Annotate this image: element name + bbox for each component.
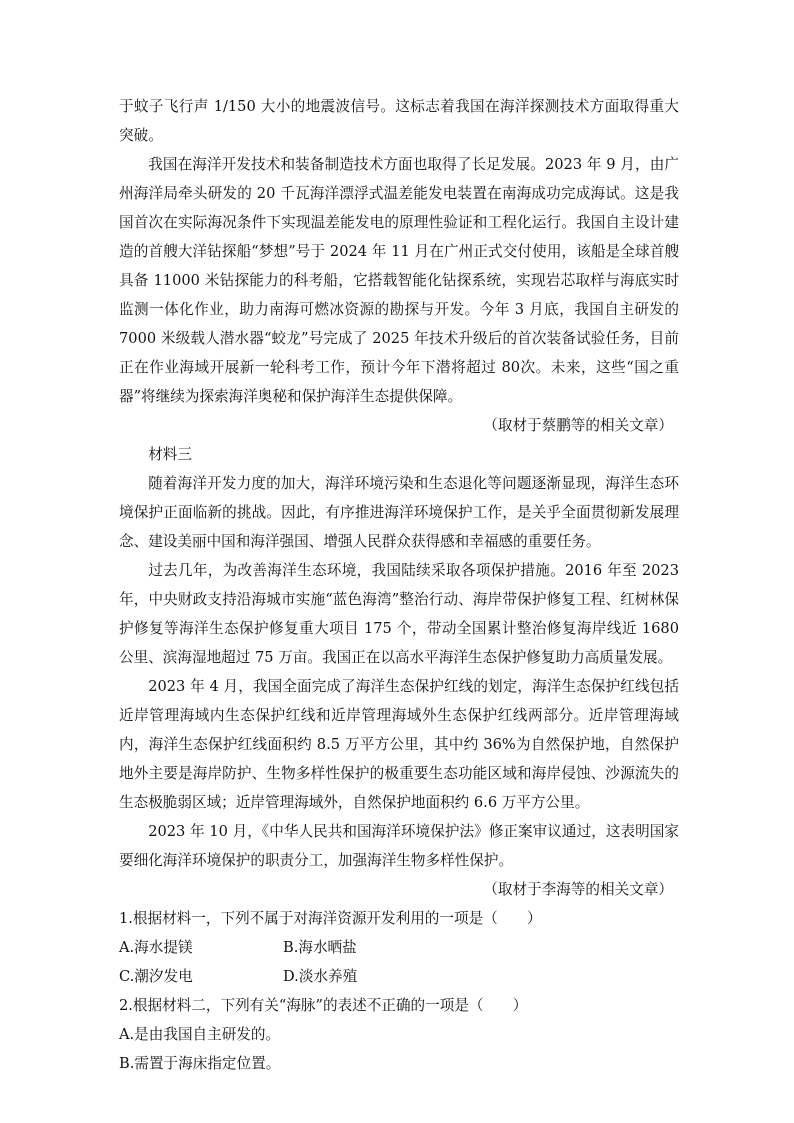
question-1-option-a: A.海水提镁: [119, 939, 193, 956]
source-citation-1: （取材于蔡鹏等的相关文章）: [483, 417, 673, 434]
question-1-option-d: D.淡水养殖: [283, 968, 358, 985]
question-1-option-b: B.海水晒盐: [283, 939, 357, 956]
question-2-option-b: B.需置于海床指定位置。: [119, 1055, 281, 1072]
paragraph-ocean-tech: 我国在海洋开发技术和装备制造技术方面也取得了长足发展。2023 年 9 月，由广州海洋局牵头研发的 20 千瓦海洋漂浮式温差能发电装置在南海成功完成海试。这是我国首次在实际海况条件下实现温差能发电的原理性验证和工程化运行。我国自主设计建造的首艘大洋钻探船“梦想”号于 2024 年 11 月在广州正式交付使用，该船是全球首艘具备 11000 米钻探能力的科考船，它搭载智能化钻探系统，实现岩芯取样与海底实时监测一体化作业，助力南海可燃冰资源的勘探与开发。今年 3 月底，我国自主研发的 7000 米级载人潜水器“蛟龙”号完成了 2025 年技术升级后的首次装备试验任务，目前正在作业海域开展新一轮科考工作，预计今年下潜将超过 80次。未来，这些“国之重器”将继续为探索海洋奥秘和保护海洋生态提供保障。: [119, 156, 679, 405]
question-2: 2.根据材料二，下列有关“海脉”的表述不正确的一项是（ ）: [119, 997, 528, 1014]
paragraph-law-revision: 2023 年 10 月，《中华人民共和国海洋环境保护法》修正案审议通过，这表明国家要细化海洋环境保护的职责分工，加强海洋生物多样性保护。: [119, 823, 679, 869]
paragraph-protection-challenge: 随着海洋开发力度的加大，海洋环境污染和生态退化等问题逐渐显现，海洋生态环境保护正面临新的挑战。因此，有序推进海洋环境保护工作，是关乎全面贯彻新发展理念、建设美丽中国和海洋强国、增强人民群众获得感和幸福感的重要任务。: [119, 475, 679, 550]
question-1: 1.根据材料一，下列不属于对海洋资源开发利用的一项是（ ）: [119, 910, 542, 927]
paragraph-protection-measures: 过去几年，为改善海洋生态环境，我国陆续采取各项保护措施。2016 年至 2023 年，中央财政支持沿海城市实施“蓝色海湾”整治行动、海岸带保护修复工程、红树林保护修复等海洋生态保护修复重大项目 175 个，带动全国累计整治修复海岸线近 1680 公里、滨海湿地超过 75 万亩。我国正在以高水平海洋生态保护修复助力高质量发展。: [119, 562, 679, 666]
material-three-heading: 材料三: [148, 446, 192, 463]
source-citation-2: （取材于李海等的相关文章）: [483, 881, 673, 898]
paragraph-red-line: 2023 年 4 月，我国全面完成了海洋生态保护红线的划定，海洋生态保护红线包括近岸管理海域内生态保护红线和近岸管理海域外生态保护红线两部分。近岸管理海域内，海洋生态保护红线面积约 8.5 万平方公里，其中约 36%为自然保护地，自然保护地外主要是海岸防护、生物多样性保护的极重要生态功能区域和海岸侵蚀、沙源流失的生态极脆弱区域；近岸管理海域外，自然保护地面积约 6.6 万平方公里。: [119, 678, 679, 811]
question-1-options-row-2: [119, 962, 679, 991]
question-2-option-a: A.是由我国自主研发的。: [119, 1026, 281, 1043]
question-1-option-c: C.潮汐发电: [119, 968, 193, 985]
paragraph-continuation: 于蚊子飞行声 1/150 大小的地震波信号。这标志着我国在海洋探测技术方面取得重大突破。: [119, 98, 679, 144]
document-page: [119, 92, 679, 1078]
question-1-options-row-1: [119, 933, 679, 962]
